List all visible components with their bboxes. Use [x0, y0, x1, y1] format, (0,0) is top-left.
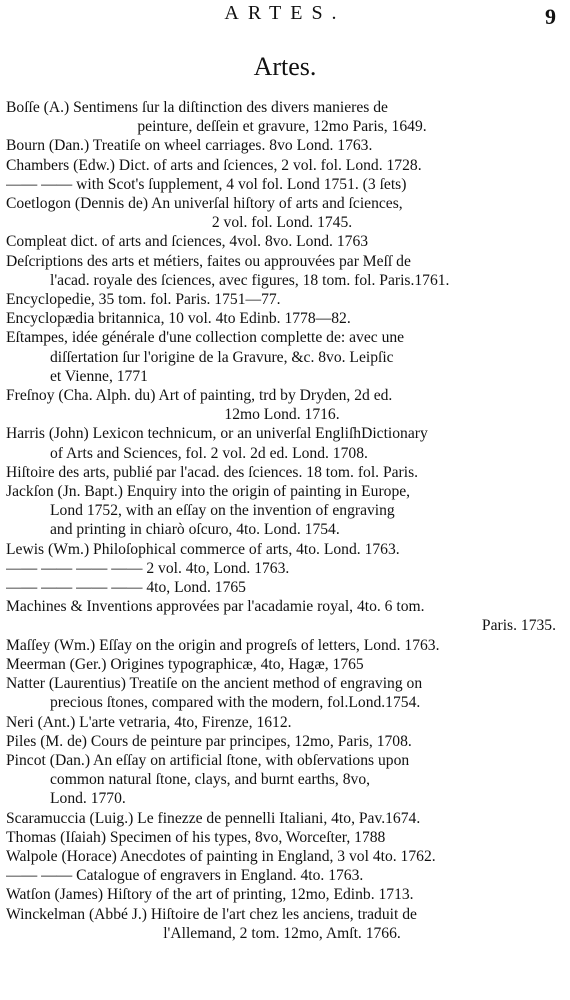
entry-continuation-line: Paris. 1735.: [481, 617, 556, 635]
bibliography-entry: [6, 828, 558, 847]
entry-line: Thomas (Iſaiah) Specimen of his types, 8vo, Worceſter, 1788: [6, 828, 386, 846]
entry-line: —— —— with Scot's ſupplement, 4 vol fol. Lond 1751. (3 ſets): [6, 175, 407, 193]
entry-line: Coetlogon (Dennis de) An univerſal hiſtory of arts and ſciences,: [6, 195, 403, 213]
entry-line: Pincot (Dan.) An eſſay on artificial ſtone, with obſervations upon: [6, 751, 410, 769]
entry-line: Harris (John) Lexicon technicum, or an univerſal EngliſhDictionary: [6, 425, 428, 443]
bibliography-entry: [6, 578, 558, 597]
bibliography-entry: [6, 713, 558, 732]
entry-line: Jackſon (Jn. Bapt.) Enquiry into the origin of painting in Europe,: [6, 483, 411, 501]
entry-line: Lewis (Wm.) Philoſophical commerce of arts, 4to. Lond. 1763.: [6, 540, 400, 558]
entry-continuation-line: of Arts and Sciences, fol. 2 vol. 2d ed. Lond. 1708.: [50, 444, 368, 462]
entry-line: Hiſtoire des arts, publié par l'acad. des ſciences. 18 tom. fol. Paris.: [6, 463, 419, 481]
entry-line: Compleat dict. of arts and ſciences, 4vol. 8vo. Lond. 1763: [6, 233, 369, 251]
section-title: Artes.: [253, 52, 317, 81]
bibliography-entry: [6, 655, 558, 674]
entry-continuation-line: 2 vol. fol. Lond. 1745.: [211, 214, 353, 232]
bibliography-entry: [6, 328, 558, 386]
entry-line: Watſon (James) Hiſtory of the art of printing, 12mo, Edinb. 1713.: [6, 886, 414, 904]
bibliography-entry: [6, 866, 558, 885]
entry-line: Encyclopedie, 35 tom. fol. Paris. 1751—77.: [6, 291, 281, 309]
entry-continuation-line: precious ſtones, compared with the modern, fol.Lond.1754.: [50, 694, 421, 712]
bibliography-entry: [6, 847, 558, 866]
bibliography-entry: [6, 309, 558, 328]
entry-line: Machines & Inventions approvées par l'acadamie royal, 4to. 6 tom.: [6, 598, 425, 616]
running-head: ARTES.: [224, 2, 346, 24]
entry-continuation-line: and printing in chiarò oſcuro, 4to. Lond. 1754.: [50, 521, 340, 539]
bibliography-entry: [6, 559, 558, 578]
entry-continuation-line: common natural ſtone, clays, and burnt earths, 8vo,: [50, 771, 371, 789]
entry-line: Boſſe (A.) Sentimens ſur la diſtinction des divers manieres de: [6, 99, 388, 116]
bibliography-entry: [6, 751, 558, 809]
page-number: 9: [545, 4, 556, 29]
entry-line: Maſſey (Wm.) Eſſay on the origin and progreſs of letters, Lond. 1763.: [6, 636, 440, 654]
bibliography-entry: [6, 540, 558, 559]
bibliography-entry: [6, 732, 558, 751]
entry-line: Walpole (Horace) Anecdotes of painting in England, 3 vol 4to. 1762.: [6, 847, 436, 865]
bibliography-entry: [6, 136, 558, 155]
entry-line: Deſcriptions des arts et métiers, faites ou approuvées par Meſſ de: [6, 252, 411, 270]
entry-continuation-line: 12mo Lond. 1716.: [224, 406, 340, 424]
entry-line: Scaramuccia (Luig.) Le finezze de pennelli Italiani, 4to, Pav.1674.: [6, 809, 421, 827]
entry-continuation-line: l'acad. royale des ſciences, avec figures, 18 tom. fol. Paris.1761.: [50, 271, 450, 289]
entry-line: Winckelman (Abbé J.) Hiſtoire de l'art chez les anciens, traduit de: [6, 905, 417, 923]
bibliography-entry: [6, 636, 558, 655]
entry-line: Neri (Ant.) L'arte vetraria, 4to, Firenze, 1612.: [6, 713, 292, 731]
entry-continuation-line: et Vienne, 1771: [50, 367, 148, 385]
entry-line: Chambers (Edw.) Dict. of arts and ſciences, 2 vol. fol. Lond. 1728.: [6, 156, 422, 174]
bibliography-entry: [6, 175, 558, 194]
bibliography-entry: [6, 424, 558, 462]
bibliography-entry: [6, 98, 558, 136]
entry-line: —— —— Catalogue of engravers in England. 4to. 1763.: [6, 867, 364, 885]
bibliography-entry: [6, 885, 558, 904]
entry-line: Freſnoy (Cha. Alph. du) Art of painting, trd by Dryden, 2d ed.: [6, 387, 393, 405]
bibliography-list: [6, 98, 558, 943]
bibliography-entry: [6, 809, 558, 828]
bibliography-entry: [6, 674, 558, 712]
bibliography-entry: [6, 386, 558, 424]
entry-continuation-line: diſſertation ſur l'origine de la Gravure, &c. 8vo. Leipſic: [50, 348, 394, 366]
entry-line: Eſtampes, idée générale d'une collection complette de: avec une: [6, 329, 405, 347]
bibliography-entry: [6, 482, 558, 540]
entry-continuation-line: Lond 1752, with an eſſay on the invention of engraving: [50, 502, 395, 520]
entry-line: —— —— —— —— 4to, Lond. 1765: [6, 579, 246, 597]
bibliography-entry: [6, 156, 558, 175]
bibliography-entry: [6, 252, 558, 290]
entry-continuation-line: peinture, deſſein et gravure, 12mo Paris, 1649.: [137, 118, 427, 136]
bibliography-entry: [6, 463, 558, 482]
entry-line: Meerman (Ger.) Origines typographicæ, 4to, Hagæ, 1765: [6, 655, 364, 673]
entry-line: Natter (Laurentius) Treatiſe on the ancient method of engraving on: [6, 675, 423, 693]
entry-continuation-line: l'Allemand, 2 tom. 12mo, Amſt. 1766.: [163, 924, 401, 942]
entry-line: Encyclopædia britannica, 10 vol. 4to Edinb. 1778—82.: [6, 310, 351, 328]
entry-line: —— —— —— —— 2 vol. 4to, Lond. 1763.: [6, 559, 290, 577]
bibliography-entry: [6, 597, 558, 635]
entry-continuation-line: Lond. 1770.: [50, 790, 126, 808]
bibliography-entry: [6, 905, 558, 943]
entry-line: Bourn (Dan.) Treatiſe on wheel carriages. 8vo Lond. 1763.: [6, 137, 373, 155]
bibliography-entry: [6, 232, 558, 251]
bibliography-entry: [6, 194, 558, 232]
entry-line: Piles (M. de) Cours de peinture par principes, 12mo, Paris, 1708.: [6, 732, 412, 750]
bibliography-entry: [6, 290, 558, 309]
